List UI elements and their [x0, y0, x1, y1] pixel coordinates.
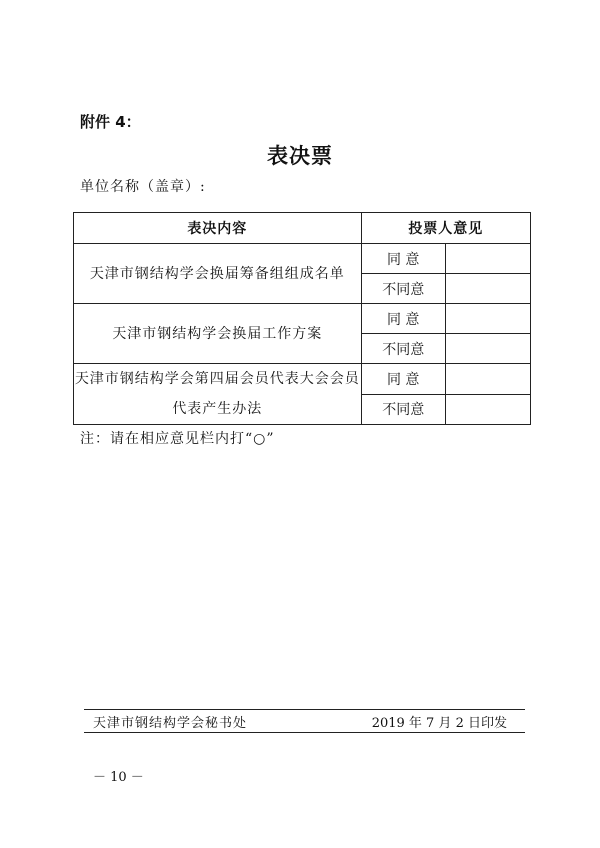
agree-cell[interactable] — [445, 364, 530, 395]
disagree-cell[interactable] — [445, 334, 530, 364]
header-opinion: 投票人意见 — [361, 213, 530, 244]
footer-issuer: 天津市钢结构学会秘书处 — [93, 716, 248, 731]
disagree-cell[interactable] — [445, 274, 530, 304]
footer-top-divider — [84, 709, 525, 710]
unit-name-label: 单位名称（盖章）: — [80, 179, 206, 195]
footer-bottom-divider — [84, 732, 525, 733]
table-row — [74, 244, 531, 274]
disagree-label: 不同意 — [361, 334, 445, 364]
agree-label: 同 意 — [361, 364, 445, 395]
disagree-label: 不同意 — [361, 274, 445, 304]
document-title: 表决票 — [267, 143, 333, 168]
table-header-row — [74, 213, 531, 244]
agree-cell[interactable] — [445, 304, 530, 334]
attachment-label: 附件 4： — [80, 113, 141, 131]
page-number: － 10 － — [93, 770, 144, 785]
disagree-label: 不同意 — [361, 394, 445, 425]
table-row — [74, 304, 531, 334]
header-content: 表决内容 — [74, 213, 362, 244]
table-row — [74, 364, 531, 395]
vote-item: 天津市钢结构学会第四届会员代表大会会员代表产生办法 — [74, 364, 362, 425]
agree-cell[interactable] — [445, 244, 530, 274]
agree-label: 同 意 — [361, 304, 445, 334]
vote-item: 天津市钢结构学会换届工作方案 — [74, 304, 362, 364]
agree-label: 同 意 — [361, 244, 445, 274]
footer-date: 2019 年 7 月 2 日印发 — [371, 716, 507, 731]
instruction-note: 注：请在相应意见栏内打“○” — [80, 431, 275, 447]
vote-table — [73, 212, 531, 425]
vote-item: 天津市钢结构学会换届筹备组组成名单 — [74, 244, 362, 304]
disagree-cell[interactable] — [445, 394, 530, 425]
